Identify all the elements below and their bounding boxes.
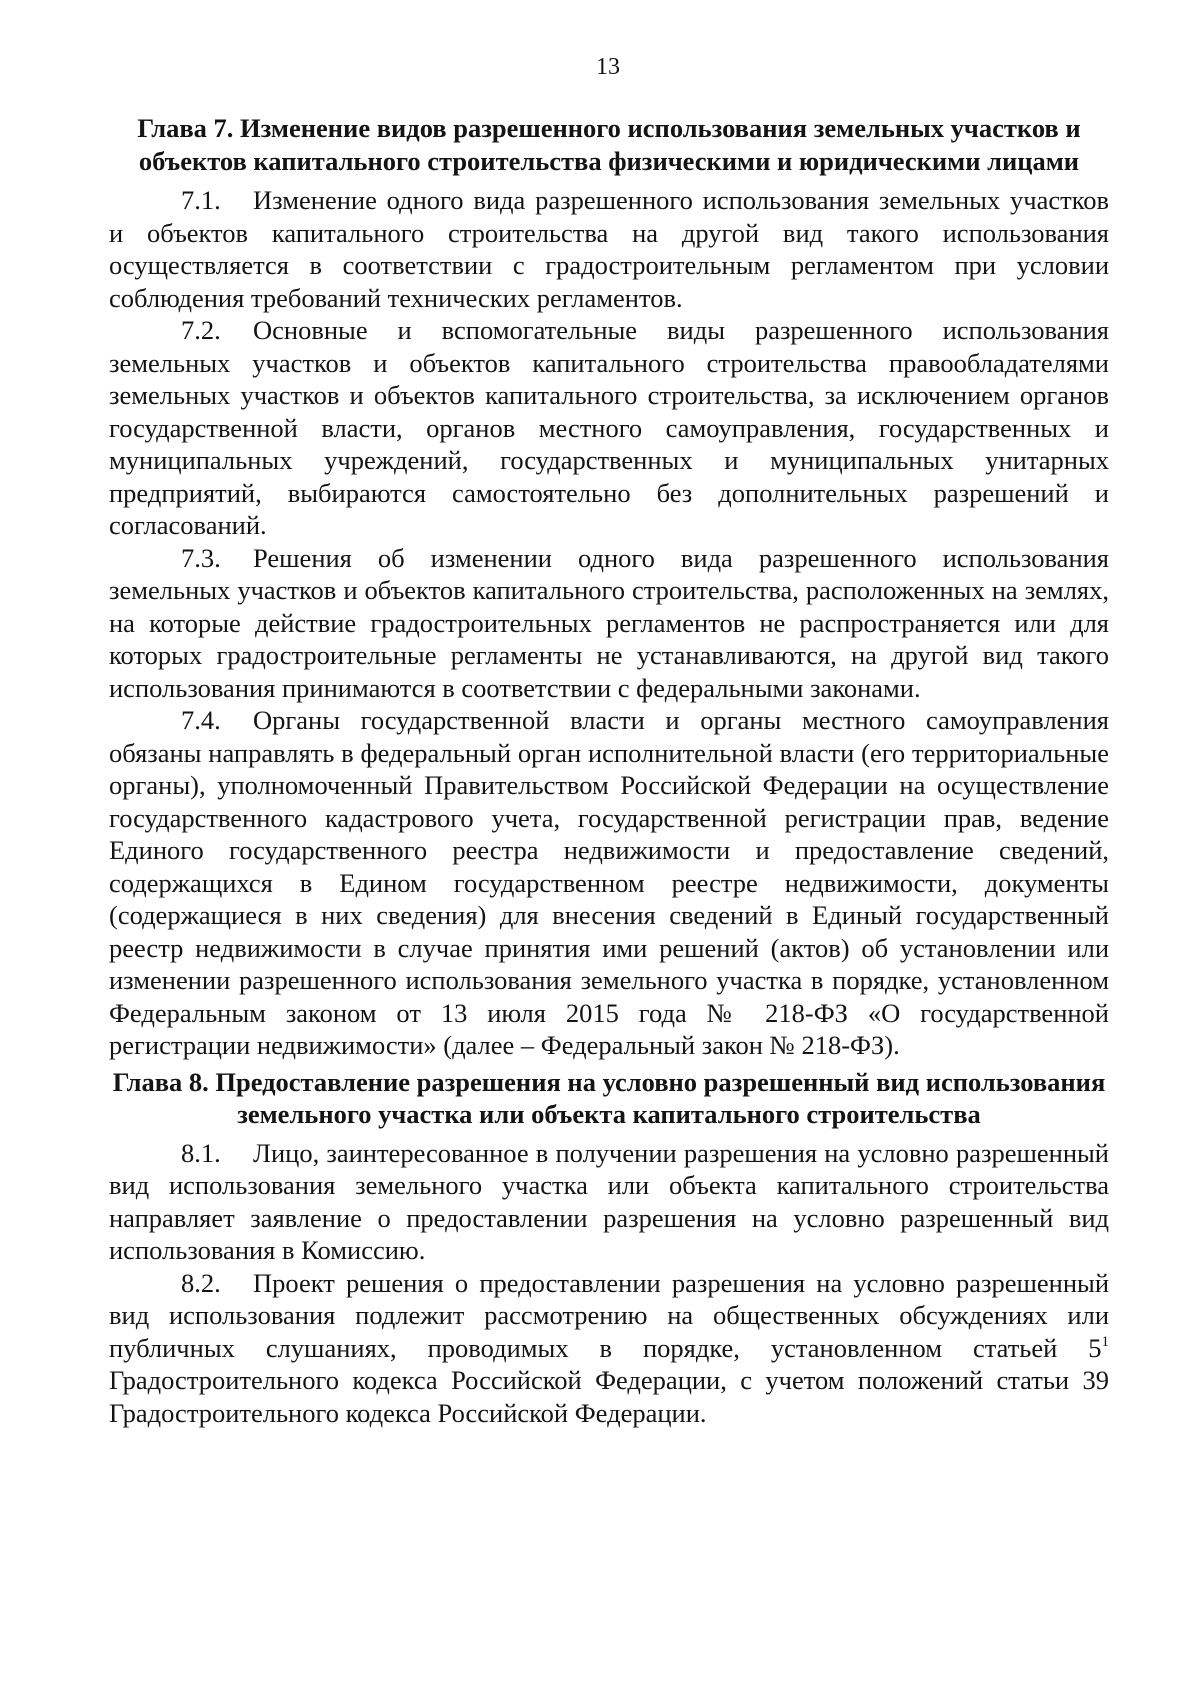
paragraph-7-1: [109, 184, 1109, 314]
chapter-8-heading: Глава 8. Предоставление разрешения на условно разрешенный вид использования земельного участка или объекта капитального строительства: [112, 1066, 1106, 1129]
paragraph-text-part-2: Градостроительного кодекса Российской Федерации, с учетом положений статьи 39 Градостроительного кодекса Российской Федерации.: [109, 1365, 1109, 1428]
paragraph-text: Лицо, заинтересованное в получении разрешения на условно разрешенный вид использования земельного участка или объекта капитального строительства направляет заявление о предоставлении разрешения на условно разрешенный вид использования в Комиссию.: [109, 1137, 1109, 1265]
paragraph-text: Органы государственной власти и органы местного самоуправления обязаны направлять в федеральный орган исполнительной власти (его территориальные органы), уполномоченный Правительством Российской Федерации на осуществление государственного кадастрового учета, государственной регистрации прав, ведение Единого государственного реестра недвижимости и предоставление сведений, содержащихся в Едином государственном реестре недвижимости, документы (содержащиеся в них сведения) для внесения сведений в Единый государственный реестр недвижимости в случае принятия ими решений (актов) об установлении или изменении разрешенного использования земельного участка в порядке, установленном Федеральным законом от 13 июля 2015 года № 218-ФЗ «О государственной регистрации недвижимости» (далее – Федеральный закон № 218-ФЗ).: [109, 705, 1109, 1060]
paragraph-number: 7.4.: [181, 705, 221, 735]
paragraph-text-part-1: Проект решения о предоставлении разрешения на условно разрешенный вид использования подлежит рассмотрению на общественных обсуждениях или публичных слушаниях, проводимых в порядке, установленном статьей 5: [109, 1267, 1109, 1363]
paragraph-text: Изменение одного вида разрешенного использования земельных участков и объектов капитального строительства на другой вид такого использования осуществляется в соответствии с градостроительным регламентом при условии соблюдения требований технических регламентов.: [109, 185, 1109, 313]
page-number: 13: [596, 54, 620, 80]
chapter-7-heading: Глава 7. Изменение видов разрешенного использования земельных участков и объектов капитального строительства физическими и юридическими лицами: [137, 113, 1081, 176]
paragraph-number: 8.1.: [181, 1137, 221, 1168]
paragraph-7-4: [109, 704, 1109, 1062]
paragraph-number: 8.2.: [181, 1267, 221, 1298]
paragraph-8-2: [109, 1267, 1109, 1430]
paragraph-7-3: [109, 542, 1109, 705]
paragraph-text: Решения об изменении одного вида разрешенного использования земельных участков и объектов капитального строительства, расположенных на землях, на которые действие градостроительных регламентов не распространяется или для которых градостроительные регламенты не устанавливаются, на другой вид такого использования принимаются в соответствии с федеральными законами.: [109, 542, 1109, 703]
paragraph-text: Основные и вспомогательные виды разрешенного использования земельных участков и объектов капитального строительства правообладателями земельных участков и объектов капитального строительства, за исключением органов государственной власти, органов местного самоуправления, государственных и муниципальных учреждений, государственных и муниципальных унитарных предприятий, выбираются самостоятельно без дополнительных разрешений и согласований.: [109, 315, 1109, 540]
superscript-footnote: 1: [1101, 1333, 1109, 1350]
paragraph-number: 7.2.: [181, 315, 221, 345]
paragraph-7-2: [109, 314, 1109, 542]
paragraph-8-1: [109, 1137, 1109, 1267]
paragraph-number: 7.1.: [181, 185, 221, 215]
paragraph-number: 7.3.: [181, 542, 221, 573]
document-body: [109, 112, 1109, 1429]
